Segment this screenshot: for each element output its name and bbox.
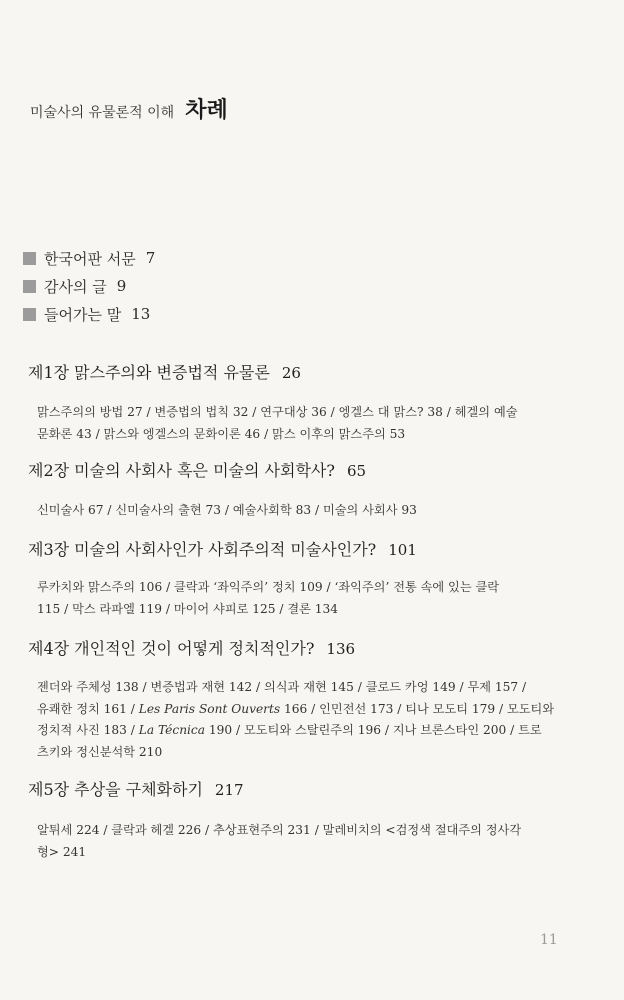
chapter-page: 65	[346, 462, 367, 480]
section-line: 맑스주의의 방법 27 / 변증법의 법칙 32 / 연구대상 36 / 엥겔스 대 맑스? 38 / 헤겔의 예술	[37, 405, 518, 419]
section-line: 알튀세 224 / 클락과 헤겔 226 / 추상표현주의 231 / 말레비치의 <검정색 절대주의 정사각	[37, 823, 522, 837]
chapter-title: 제3장 미술의 사회사인가 사회주의적 미술사인가?	[28, 540, 377, 559]
italic-title: Les Paris Sont Ouverts	[138, 701, 281, 716]
chapter-sections	[37, 500, 552, 522]
section-line	[37, 699, 555, 721]
chapter-title: 제1장 맑스주의와 변증법적 유물론	[28, 363, 270, 382]
chapter-page: 217	[214, 781, 244, 799]
front-matter-item	[23, 272, 155, 300]
chapter-heading	[28, 537, 417, 560]
chapter-heading	[28, 636, 355, 659]
section-line	[37, 720, 552, 742]
front-matter-list	[23, 244, 155, 328]
square-bullet-icon	[23, 280, 36, 293]
chapter-sections	[37, 820, 552, 863]
section-line: 츠키와 정신분석학 210	[37, 744, 163, 759]
chapter-title: 제5장 추상을 구체화하기	[28, 780, 203, 799]
chapter-sections	[37, 677, 555, 763]
chapter-heading	[28, 360, 301, 383]
front-matter-title: 한국어판 서문	[44, 249, 136, 268]
section-text: 정치적 사진 183 / La Técnica 190 / 모도티와 스탈린주의 196 / 지나 브론스타인 200 / 트로	[37, 723, 542, 737]
chapter-heading	[28, 458, 366, 481]
chapter-title: 제4장 개인적인 것이 어떻게 정치적인가?	[28, 639, 315, 658]
chapter-page: 136	[326, 640, 356, 658]
section-line: 형> 241	[37, 844, 87, 859]
chapter-sections	[37, 577, 552, 620]
chapter-sections	[37, 402, 552, 445]
italic-title: La Técnica	[138, 723, 206, 737]
front-matter-page: 7	[145, 249, 156, 267]
square-bullet-icon	[23, 308, 36, 321]
section-line: 루카치와 맑스주의 106 / 클락과 ‘좌익주의’ 정치 109 / ‘좌익주의’ 전통 속에 있는 클락	[37, 580, 500, 594]
front-matter-item	[23, 244, 155, 272]
front-matter-title: 들어가는 말	[44, 305, 122, 324]
square-bullet-icon	[23, 252, 36, 265]
page-number: 11	[540, 932, 558, 948]
section-text: 유쾌한 정치 161 / Les Paris Sont Ouverts 166 / 인민전선 173 / 티나 모도티 179 / 모도티와	[37, 701, 555, 716]
front-matter-page: 9	[116, 277, 127, 295]
front-matter-title: 감사의 글	[44, 277, 107, 296]
toc-header	[30, 93, 228, 124]
section-line: 젠더와 주체성 138 / 변증법과 재현 142 / 의식과 재현 145 / 클로드 카엉 149 / 무제 157 /	[37, 680, 527, 694]
chapter-page: 26	[281, 364, 301, 382]
chapter-page: 101	[388, 541, 417, 559]
chapter-heading	[28, 777, 244, 800]
front-matter-item	[23, 300, 155, 328]
front-matter-page: 13	[131, 305, 151, 323]
section-line: 115 / 막스 라파엘 119 / 마이어 샤피로 125 / 결론 134	[37, 601, 339, 616]
book-subtitle: 미술사의 유물론적 이해	[30, 105, 175, 121]
toc-title: 차례	[185, 98, 228, 123]
chapter-title: 제2장 미술의 사회사 혹은 미술의 사회학사?	[28, 461, 335, 480]
section-line: 문화론 43 / 맑스와 엥겔스의 문화이론 46 / 맑스 이후의 맑스주의 53	[37, 426, 406, 441]
section-line: 신미술사 67 / 신미술사의 출현 73 / 예술사회학 83 / 미술의 사회사 93	[37, 503, 417, 517]
